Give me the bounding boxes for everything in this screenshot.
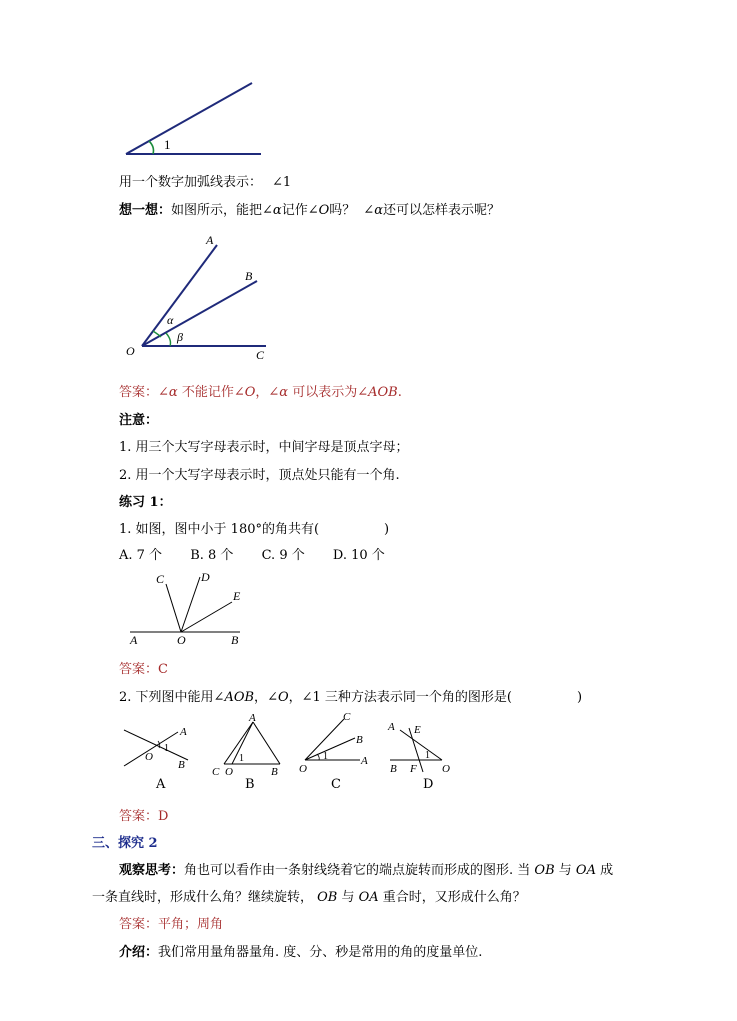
option-a: A. 7 个 xyxy=(119,548,163,563)
line-number-arc xyxy=(119,171,291,190)
ray-upper xyxy=(126,83,252,154)
option-a-label-a: A xyxy=(180,726,187,738)
think-o-angle: ∠O xyxy=(307,203,330,218)
answer-1 xyxy=(119,381,402,400)
arc-method-text: 用一个数字加弧线表示： xyxy=(119,175,263,190)
option-d-label-b: B xyxy=(390,763,397,775)
option-b-right xyxy=(253,722,280,764)
label-alpha: α xyxy=(167,313,174,327)
angle-1-symbol: ∠1 xyxy=(272,175,292,190)
ray-oe-3 xyxy=(181,602,232,632)
observe-label: 观察思考： xyxy=(119,863,185,878)
observe-text-5: 与 xyxy=(337,890,359,905)
option-c-label-1: 1 xyxy=(323,751,328,762)
notice-item-1: 1. 用三个大写字母表示时，中间字母是顶点字母； xyxy=(119,440,409,455)
option-d-label-o: O xyxy=(442,763,450,775)
answer-s3-label: 答案： xyxy=(119,917,159,932)
angle-figure-2 xyxy=(122,228,282,364)
think-text-4: 还可以怎样表示呢？ xyxy=(382,203,500,218)
option-d-ray xyxy=(400,730,442,760)
observe-text-3: 成 xyxy=(595,863,614,878)
observe-oa-2: OA xyxy=(358,890,379,905)
option-d: D. 10 个 xyxy=(332,548,385,563)
think-text-3: 吗？ xyxy=(329,203,356,218)
q2-text-1: 2. 下列图中能用 xyxy=(119,690,214,705)
observe-text-4: 一条直线时，形成什么角？继续旋转， xyxy=(92,890,318,905)
answer-q1-label: 答案： xyxy=(119,662,159,677)
label-c3: C xyxy=(156,572,165,586)
label-o3: O xyxy=(177,633,186,647)
option-a-label-1: 1 xyxy=(164,743,169,754)
think-text-1: 如图所示，能把 xyxy=(171,203,263,218)
q2-aob: ∠AOB xyxy=(213,690,255,705)
q2-text-2: ， xyxy=(254,690,268,705)
label-b: B xyxy=(245,269,253,283)
observe-text-1: 角也可以看作由一条射线绕着它的端点旋转而形成的图形. 当 xyxy=(184,863,535,878)
label-beta: β xyxy=(177,330,183,344)
option-label-a: A xyxy=(156,777,166,792)
angle-arc xyxy=(149,141,154,154)
question-1-options xyxy=(119,544,385,563)
answer-text-2: ， xyxy=(255,385,269,400)
label-c: C xyxy=(256,348,265,362)
answer-section-3 xyxy=(119,913,223,932)
option-c-label-o: O xyxy=(299,763,307,775)
label-b3: B xyxy=(231,633,239,647)
answer-text-3: 可以表示为 xyxy=(288,385,358,400)
figure-option-c xyxy=(299,711,368,775)
answer-alpha-2: ∠α xyxy=(268,385,289,400)
option-label-c: C xyxy=(331,777,341,792)
option-a-label-b: B xyxy=(178,759,185,771)
option-c-ray-2 xyxy=(305,738,355,760)
section-3-heading: 三、探究 2 xyxy=(92,836,158,851)
label-e3: E xyxy=(233,589,241,603)
observe-oa-1: OA xyxy=(575,863,596,878)
think-text-2: 记作 xyxy=(281,203,308,218)
rays-figure xyxy=(124,566,248,648)
figure-option-a xyxy=(124,726,188,771)
answer-q2 xyxy=(119,805,168,824)
option-b-label-o: O xyxy=(225,766,233,778)
answer-o-angle: ∠O xyxy=(233,385,256,400)
option-a-line-1 xyxy=(124,730,188,760)
ray-oc-3 xyxy=(166,584,181,632)
option-d-label-a: A xyxy=(388,721,395,733)
intro-label: 介绍： xyxy=(119,945,159,960)
option-d-label-f: F xyxy=(410,763,417,775)
option-c-label-b: B xyxy=(356,734,363,746)
notice-label: 注意： xyxy=(119,413,159,428)
answer-s3-value: 平角；周角 xyxy=(158,917,224,932)
ray-od-3 xyxy=(181,577,200,632)
intro-line xyxy=(119,941,482,960)
option-b-label-1: 1 xyxy=(239,753,244,764)
option-b-label-b: B xyxy=(271,766,278,778)
notice-item-2: 2. 用一个大写字母表示时，顶点处只能有一个角. xyxy=(119,468,400,483)
answer-alpha-1: ∠α xyxy=(158,385,178,400)
think-line xyxy=(119,199,500,218)
question-2 xyxy=(119,686,582,705)
think-alpha-1: ∠α xyxy=(262,203,282,218)
option-c-label-c: C xyxy=(343,711,351,723)
observe-line-2 xyxy=(92,886,526,905)
angle-figure-1 xyxy=(118,76,268,160)
option-c-arc xyxy=(317,754,319,760)
option-c: C. 9 个 xyxy=(261,548,305,563)
label-a: A xyxy=(206,233,214,247)
label-d3: D xyxy=(201,570,210,584)
observe-ob-1: OB xyxy=(534,863,555,878)
q2-text-3: ，∠1 三种方法表示同一个角的图形是( ) xyxy=(288,690,583,705)
answer-q2-label: 答案： xyxy=(119,809,159,824)
option-b: B. 8 个 xyxy=(190,548,234,563)
arc-alpha xyxy=(153,331,161,337)
observe-text-6: 重合时，又形成什么角？ xyxy=(378,890,526,905)
figure-option-b xyxy=(212,712,280,778)
answer-q1-value: C xyxy=(158,662,168,677)
label-a3: A xyxy=(130,633,138,647)
q2-o: ∠O xyxy=(267,690,289,705)
option-label-b: B xyxy=(245,777,255,792)
option-d-label-1: 1 xyxy=(425,750,430,761)
arc-beta xyxy=(166,333,171,346)
answer-text-1: 不能记作 xyxy=(177,385,234,400)
answer-aob: ∠AOB xyxy=(357,385,398,400)
figure-option-d xyxy=(387,721,450,775)
observe-line-1 xyxy=(119,859,613,878)
option-b-label-a: A xyxy=(249,712,256,724)
answer-q1 xyxy=(119,658,168,677)
observe-text-2: 与 xyxy=(554,863,576,878)
answer-q2-value: D xyxy=(158,809,169,824)
option-b-label-c: C xyxy=(212,766,220,778)
intro-text: 我们常用量角器量角. 度、分、秒是常用的角的度量单位. xyxy=(158,945,483,960)
question-2-figures xyxy=(112,708,464,780)
option-d-label-e: E xyxy=(414,724,421,736)
observe-ob-2: OB xyxy=(317,890,338,905)
think-alpha-2: ∠α xyxy=(363,203,383,218)
option-label-d: D xyxy=(423,777,434,792)
option-c-label-a: A xyxy=(361,755,368,767)
answer-end: . xyxy=(397,385,402,400)
practice-label: 练习 1： xyxy=(119,495,172,510)
answer-label: 答案： xyxy=(119,385,159,400)
question-1: 1. 如图，图中小于 180°的角共有( ) xyxy=(119,522,390,537)
option-a-label-o: O xyxy=(145,751,153,763)
label-o: O xyxy=(126,344,135,358)
think-label: 想一想： xyxy=(119,203,172,218)
angle-label-1: 1 xyxy=(164,137,171,152)
